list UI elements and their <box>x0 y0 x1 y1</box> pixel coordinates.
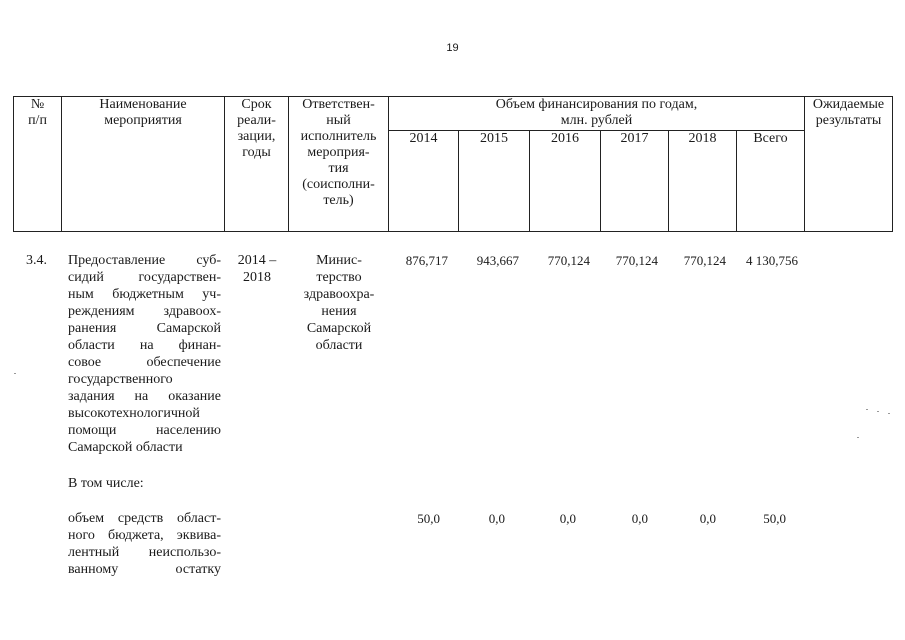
row-value-2016: 770,124 <box>547 253 590 268</box>
scan-speck <box>877 411 879 412</box>
row-value-2015: 943,667 <box>476 253 519 268</box>
row-name-line: сидий государствен- <box>68 270 221 285</box>
row-value-total: 4 130,756 <box>746 253 798 268</box>
row-value-2017: 770,124 <box>615 253 658 268</box>
header-results: Ожидаемые результаты <box>805 97 893 232</box>
scan-speck <box>857 437 859 438</box>
row-name-line: реждениям здравоох- <box>68 304 221 319</box>
row-name-line: области на финан- <box>68 338 221 353</box>
subrow-value-2017: 0,0 <box>631 511 648 526</box>
page-number: 19 <box>446 42 459 54</box>
row-name-line: задания на оказание <box>68 389 221 404</box>
subrow-name <box>68 510 221 578</box>
header-term: Срок реали- зации, годы <box>225 97 289 232</box>
row-name-line: совое обеспечение <box>68 355 221 370</box>
header-year: 2017 <box>601 131 669 232</box>
row-name-line: высокотехнологичной <box>68 406 200 421</box>
row-name-line: Предоставление суб- <box>68 253 221 268</box>
subrow-value-2015: 0,0 <box>488 511 505 526</box>
header-year: 2018 <box>669 131 737 232</box>
scan-speck <box>866 409 868 410</box>
row-number: 3.4. <box>26 253 47 268</box>
row-name-line: ным бюджетным уч- <box>68 287 221 302</box>
header-name: Наименование мероприятия <box>62 97 225 232</box>
subrow-value-2016: 0,0 <box>559 511 576 526</box>
including-label: В том числе: <box>68 476 144 491</box>
row-value-2018: 770,124 <box>683 253 726 268</box>
header-table <box>13 96 893 232</box>
row-term: 2014 – 2018 <box>237 253 277 285</box>
header-executor: Ответствен- ный исполнитель мероприя- тия (соисполни- тель) <box>289 97 389 232</box>
subrow-name-line: ванному остатку <box>68 562 221 577</box>
header-year: 2014 <box>389 131 459 232</box>
row-name <box>68 252 221 456</box>
row-name-line: помощи населению <box>68 423 221 438</box>
header-funding: Объем финансирования по годам, млн. рублей <box>389 97 805 131</box>
header-year: 2016 <box>530 131 601 232</box>
subrow-value-total: 50,0 <box>763 511 786 526</box>
row-executor: Минис- терство здравоохра- нения Самарской области <box>303 253 375 353</box>
header-year: 2015 <box>459 131 530 232</box>
subrow-name-line: ного бюджета, эквива- <box>68 528 221 543</box>
subrow-name-line: объем средств област- <box>68 511 221 526</box>
row-name-line: государственного <box>68 372 173 387</box>
header-total: Всего <box>737 131 805 232</box>
row-value-2014: 876,717 <box>405 253 448 268</box>
row-name-line: ранения Самарской <box>68 321 221 336</box>
row-name-line: Самарской области <box>68 440 183 455</box>
subrow-name-line: лентный неиспользо- <box>68 545 221 560</box>
scan-speck <box>14 373 16 374</box>
subrow-value-2018: 0,0 <box>699 511 716 526</box>
subrow-value-2014: 50,0 <box>417 511 440 526</box>
scan-speck <box>888 413 890 414</box>
header-num: № п/п <box>14 97 62 232</box>
